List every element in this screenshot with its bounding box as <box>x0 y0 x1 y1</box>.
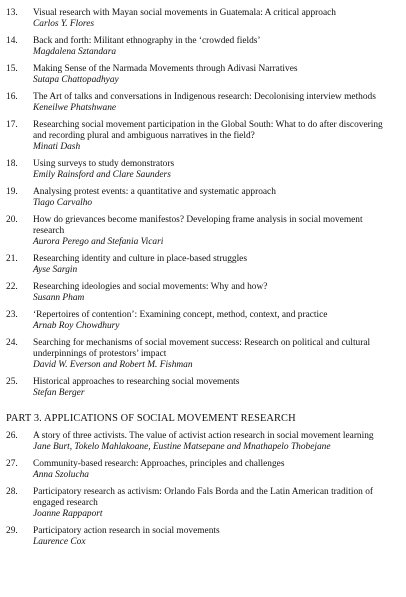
chapter-title: Using surveys to study demonstrators <box>33 159 175 169</box>
chapter-authors: Magdalena Sztandara <box>33 47 117 57</box>
chapter-number: 24. <box>6 338 18 348</box>
chapter-title: Community-based research: Approaches, principles and challenges <box>33 459 285 469</box>
toc-entry <box>6 8 400 30</box>
chapter-number: 23. <box>6 310 18 320</box>
toc-entry <box>6 310 400 332</box>
chapter-authors: Anna Szolucha <box>33 470 89 480</box>
chapter-authors: David W. Everson and Robert M. Fishman <box>33 360 193 370</box>
chapter-title: Researching social movement participation in the Global South: What to do after discovering and recording plural and ambiguous narratives in the field? <box>33 120 383 141</box>
part-heading: PART 3. APPLICATIONS OF SOCIAL MOVEMENT RESEARCH <box>6 413 296 424</box>
toc-entry <box>6 36 400 58</box>
chapter-number: 17. <box>6 120 18 130</box>
toc-entry <box>6 64 400 86</box>
chapter-title: How do grievances become manifestos? Developing frame analysis in social movement research <box>33 215 363 236</box>
chapter-number: 21. <box>6 254 18 264</box>
chapter-number: 22. <box>6 282 18 292</box>
chapter-authors: Carlos Y. Flores <box>33 19 95 29</box>
toc-list-part3 <box>6 431 400 548</box>
chapter-title: Participatory action research in social movements <box>33 526 220 536</box>
toc-entry <box>6 120 400 153</box>
toc-list-part2 <box>6 8 400 399</box>
toc-entry <box>6 377 400 399</box>
toc-entry <box>6 159 400 181</box>
toc-entry <box>6 254 400 276</box>
chapter-title: Researching identity and culture in place-based struggles <box>33 254 247 264</box>
chapter-title: Analysing protest events: a quantitative and systematic approach <box>33 187 276 197</box>
chapter-authors: Ayse Sargin <box>33 265 78 275</box>
toc-entry <box>6 487 400 520</box>
chapter-title: Back and forth: Militant ethnography in the ‘crowded fields’ <box>33 36 261 46</box>
toc-entry <box>6 187 400 209</box>
chapter-title: Researching ideologies and social movements: Why and how? <box>33 282 268 292</box>
chapter-title: ‘Repertoires of contention’: Examining concept, method, context, and practice <box>33 310 328 320</box>
chapter-title: Participatory research as activism: Orlando Fals Borda and the Latin American tradition of engaged research <box>33 487 373 508</box>
toc-entry <box>6 338 400 371</box>
chapter-title: Making Sense of the Narmada Movements through Adivasi Narratives <box>33 64 298 74</box>
toc-entry <box>6 92 400 114</box>
chapter-authors: Minati Dash <box>33 142 81 152</box>
chapter-number: 27. <box>6 459 18 469</box>
chapter-authors: Emily Rainsford and Clare Saunders <box>33 170 171 180</box>
chapter-authors: Jane Burt, Tokelo Mahlakoane, Eustine Matsepane and Mnathapelo Thobejane <box>33 442 331 452</box>
chapter-number: 14. <box>6 36 18 46</box>
chapter-number: 28. <box>6 487 18 497</box>
toc-entry <box>6 431 400 453</box>
chapter-authors: Laurence Cox <box>33 537 86 547</box>
chapter-title: The Art of talks and conversations in Indigenous research: Decolonising interview methods <box>33 92 376 102</box>
chapter-title: Historical approaches to researching social movements <box>33 377 240 387</box>
chapter-number: 15. <box>6 64 18 74</box>
chapter-number: 25. <box>6 377 18 387</box>
chapter-title: A story of three activists. The value of activist action research in social movement learning <box>33 431 374 441</box>
chapter-authors: Tiago Carvalho <box>33 198 93 208</box>
chapter-title: Visual research with Mayan social movements in Guatemala: A critical approach <box>33 8 336 18</box>
chapter-authors: Susann Pham <box>33 293 85 303</box>
chapter-authors: Keneilwe Phatshwane <box>33 103 117 113</box>
chapter-number: 29. <box>6 526 18 536</box>
chapter-number: 20. <box>6 215 18 225</box>
chapter-number: 16. <box>6 92 18 102</box>
chapter-authors: Arnab Roy Chowdhury <box>33 321 120 331</box>
toc-entry <box>6 459 400 481</box>
chapter-authors: Joanne Rappaport <box>33 509 103 519</box>
chapter-authors: Aurora Perego and Stefania Vicari <box>33 237 164 247</box>
chapter-number: 19. <box>6 187 18 197</box>
chapter-number: 18. <box>6 159 18 169</box>
chapter-number: 26. <box>6 431 18 441</box>
toc-entry <box>6 215 400 248</box>
chapter-number: 13. <box>6 8 18 18</box>
toc-entry <box>6 282 400 304</box>
chapter-authors: Sutapa Chattopadhyay <box>33 75 119 85</box>
toc-entry <box>6 526 400 548</box>
chapter-title: Searching for mechanisms of social movement success: Research on political and cultural underpinnings of protestors’ impact <box>33 338 371 359</box>
chapter-authors: Stefan Berger <box>33 388 85 398</box>
